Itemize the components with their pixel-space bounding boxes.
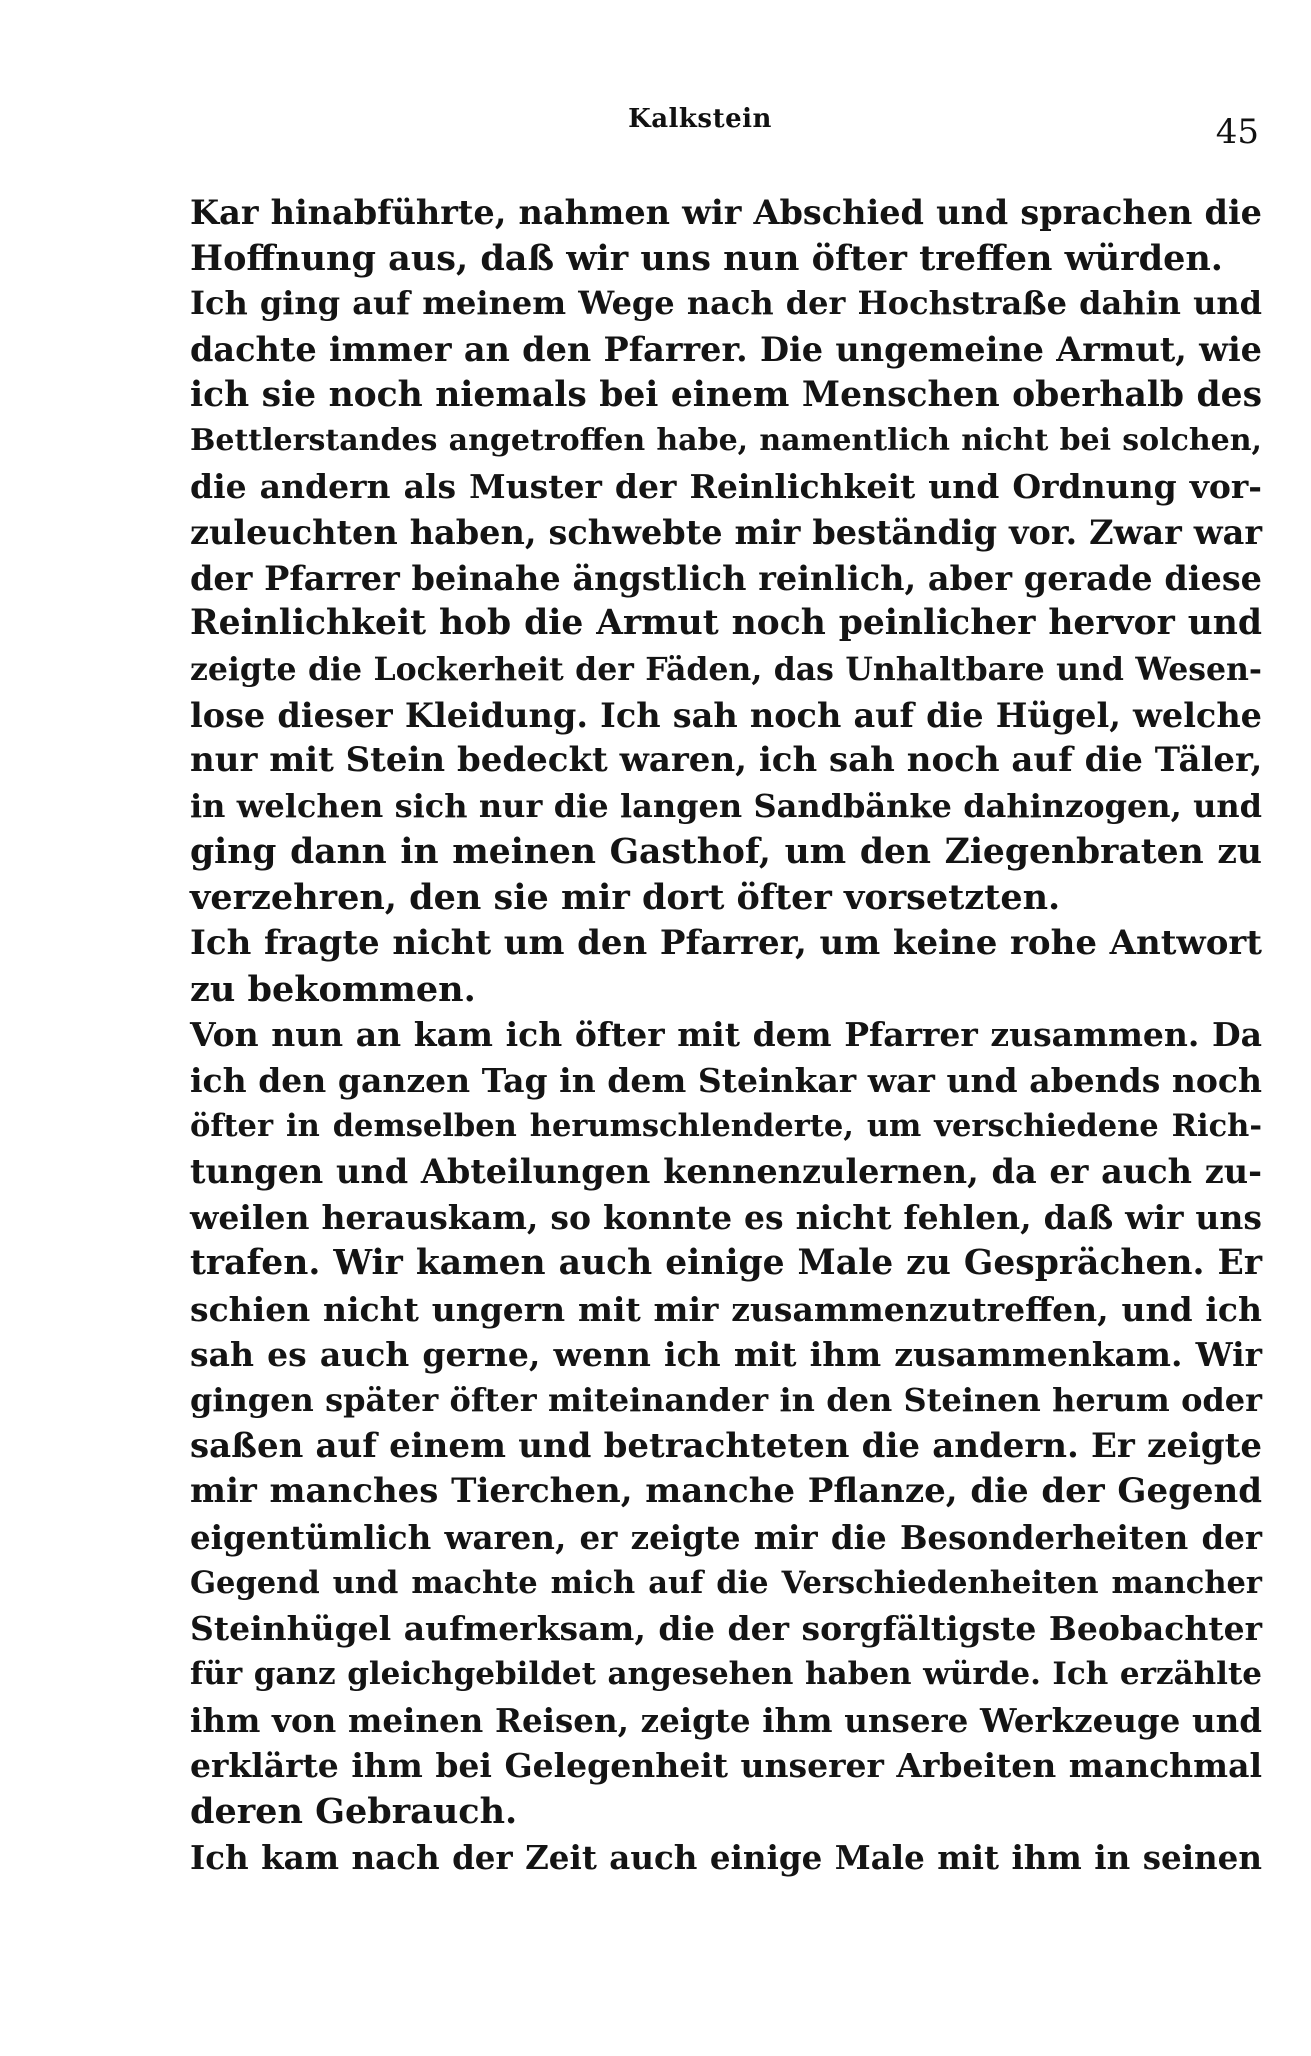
text-line: ich sie noch niemals bei einem Menschen oberhalb des bbox=[190, 374, 1262, 415]
text-line: Gegend und machte mich auf die Verschiedenheiten mancher bbox=[190, 1564, 1262, 1601]
text-line: ich den ganzen Tag in dem Steinkar war und abends noch bbox=[190, 1061, 1262, 1101]
text-line: lose dieser Kleidung. Ich sah noch auf die Hügel, welche bbox=[190, 695, 1262, 735]
text-line: Von nun an kam ich öfter mit dem Pfarrer zusammen. Da bbox=[190, 1015, 1262, 1055]
text-line: ihm von meinen Reisen, zeigte ihm unsere Werkzeuge und bbox=[190, 1700, 1262, 1740]
text-line: Ich kam nach der Zeit auch einige Male mit ihm in seinen bbox=[190, 1837, 1262, 1877]
text-line: Kar hinabführte, nahmen wir Abschied und sprachen die bbox=[190, 193, 1262, 232]
text-line: zeigte die Lockerheit der Fäden, das Unhaltbare und Wesen- bbox=[190, 650, 1262, 688]
running-title: Kalkstein bbox=[628, 104, 772, 134]
text-line: Hoffnung aus, daß wir uns nun öfter treffen würden. bbox=[190, 237, 1223, 279]
text-line: mir manches Tierchen, manche Pflanze, die der Gegend bbox=[190, 1471, 1262, 1512]
text-line: Reinlichkeit hob die Armut noch peinlicher hervor und bbox=[190, 603, 1262, 644]
text-line: Steinhügel aufmerksam, die der sorgfältigste Beobachter bbox=[190, 1609, 1262, 1649]
text-line: gingen später öfter miteinander in den Steinen herum oder bbox=[190, 1380, 1262, 1419]
text-line: schien nicht ungern mit mir zusammenzutreffen, und ich bbox=[190, 1289, 1262, 1329]
text-line: in welchen sich nur die langen Sandbänke dahinzogen, und bbox=[190, 786, 1262, 825]
text-line: trafen. Wir kamen auch einige Male zu Gesprächen. Er bbox=[190, 1242, 1262, 1283]
text-line: der Pfarrer beinahe ängstlich reinlich, aber gerade diese bbox=[190, 558, 1262, 598]
text-line: saßen auf einem und betrachteten die andern. Er zeigte bbox=[190, 1425, 1262, 1466]
text-line: Ich fragte nicht um den Pfarrer, um keine rohe Antwort bbox=[190, 923, 1262, 963]
text-line: deren Gebrauch. bbox=[190, 1791, 518, 1833]
text-line: zuleuchten haben, schwebte mir beständig vor. Zwar war bbox=[190, 512, 1262, 552]
text-line: eigentümlich waren, er zeigte mir die Besonderheiten der bbox=[190, 1517, 1262, 1557]
text-line: zu bekommen. bbox=[190, 968, 476, 1010]
text-line: weilen herauskam, so konnte es nicht fehlen, daß wir uns bbox=[190, 1198, 1262, 1238]
text-line: ging dann in meinen Gasthof, um den Ziegenbraten zu bbox=[190, 831, 1262, 872]
text-line: dachte immer an den Pfarrer. Die ungemeine Armut, wie bbox=[190, 330, 1262, 370]
text-line: erklärte ihm bei Gelegenheit unserer Arbeiten manchmal bbox=[190, 1746, 1262, 1786]
text-line: für ganz gleichgebildet angesehen haben würde. Ich erzählte bbox=[190, 1656, 1262, 1692]
text-line: tungen und Abteilungen kennenzulernen, da er auch zu- bbox=[190, 1152, 1262, 1192]
text-line: Ich ging auf meinem Wege nach der Hochstraße dahin und bbox=[190, 284, 1262, 323]
text-line: die andern als Muster der Reinlichkeit und Ordnung vor- bbox=[190, 467, 1262, 507]
text-line: Bettlerstandes angetroffen habe, namentlich nicht bei solchen, bbox=[190, 423, 1262, 459]
text-line: verzehren, den sie mir dort öfter vorsetzten. bbox=[190, 877, 1061, 919]
body-text bbox=[190, 190, 1262, 1880]
text-line: öfter in demselben herumschlenderte, um verschiedene Rich- bbox=[190, 1107, 1262, 1144]
page-number: 45 bbox=[1215, 112, 1259, 152]
text-line: sah es auch gerne, wenn ich mit ihm zusammenkam. Wir bbox=[190, 1335, 1262, 1375]
text-line: nur mit Stein bedeckt waren, ich sah noch auf die Täler, bbox=[190, 740, 1263, 781]
